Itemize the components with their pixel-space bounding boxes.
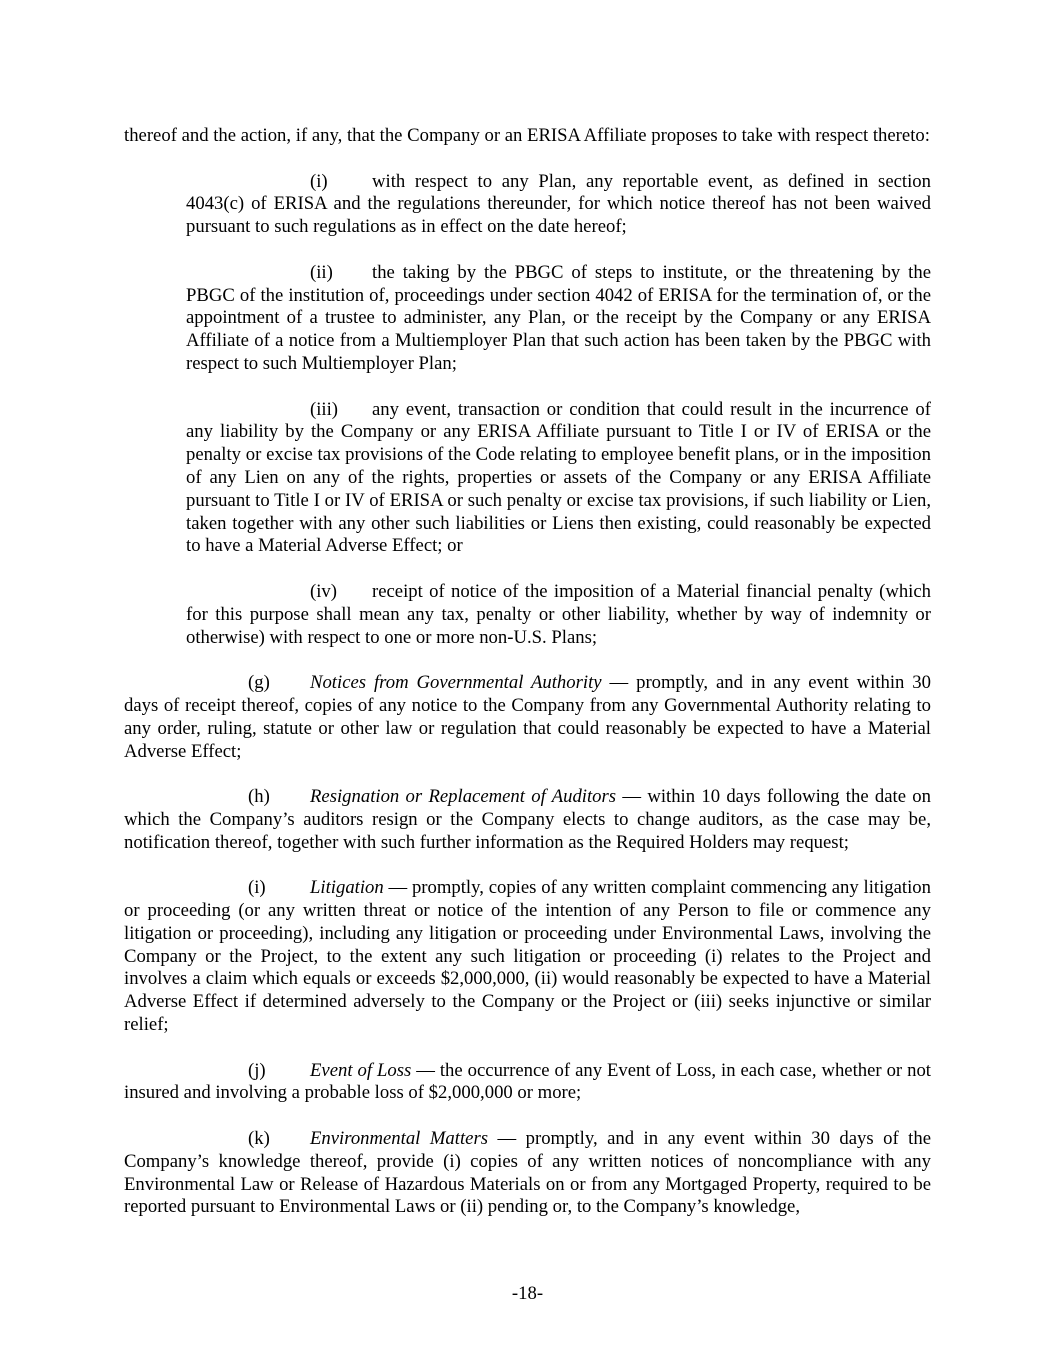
- section-number: (g): [248, 672, 270, 694]
- section-number: (i): [248, 877, 266, 899]
- list-item: [186, 399, 931, 559]
- item-text: with respect to any Plan, any reportable event, as defined in section 4043(c) of ERISA and the regulations thereunder, for which notice thereof has not been waived pursuant to such regulations as in effect on the date hereof;: [186, 170, 931, 238]
- section-number: (k): [248, 1128, 270, 1150]
- section-heading: Resignation or Replacement of Auditors: [310, 786, 617, 808]
- page-number: -18-: [511, 1283, 544, 1304]
- section-paragraph: [124, 1128, 931, 1219]
- section-paragraph: [124, 672, 931, 763]
- section-text: — promptly, and in any event within 30 days of the Company’s knowledge thereof, provide (i) copies of any written notices of noncompliance with any Environmental Law or Release of Hazardous Materials on or from any Mortgaged Property, required to be reported pursuant to Environmental Laws or (ii) pending or, to the Company’s knowledge,: [124, 1128, 931, 1218]
- item-text: any event, transaction or condition that could result in the incurrence of any liability by the Company or any ERISA Affiliate pursuant to Title I or IV of ERISA or the penalty or excise tax provisions of the Code relating to employee benefit plans, or in the imposition of any Lien on any of the rights, properties or assets of the Company or any ERISA Affiliate pursuant to Title I or IV of ERISA or such penalty or excise tax provisions, if such liability or Lien, taken together with any other such liabilities or Liens then existing, could reasonably be expected to have a Material Adverse Effect; or: [186, 398, 931, 557]
- section-paragraph: [124, 877, 931, 1037]
- section-heading: Environmental Matters: [310, 1128, 488, 1150]
- item-number: (iii): [310, 398, 339, 420]
- section-paragraph: [124, 786, 931, 854]
- intro-paragraph: thereof and the action, if any, that the Company or an ERISA Affiliate proposes to take with respect thereto:: [124, 125, 930, 146]
- item-text: the taking by the PBGC of steps to institute, or the threatening by the PBGC of the institution of, proceedings under section 4042 of ERISA for the termination of, or the appointment of a trustee to administer, any Plan, or the receipt by the Company or any ERISA Affiliate of a notice from a Multiemployer Plan that such action has been taken by the PBGC with respect to such Multiemployer Plan;: [186, 261, 931, 374]
- list-item: [186, 581, 931, 649]
- section-text: — promptly, and in any event within 30 days of receipt thereof, copies of any notice to the Company from any Governmental Authority relating to any order, ruling, statute or other law or regulation that could reasonably be expected to have a Material Adverse Effect;: [124, 672, 931, 762]
- section-heading: Notices from Governmental Authority: [310, 672, 602, 694]
- item-number: (iv): [310, 580, 337, 602]
- list-item: [186, 262, 931, 376]
- section-heading: Litigation: [310, 877, 384, 899]
- section-text: — the occurrence of any Event of Loss, in each case, whether or not insured and involving a probable loss of $2,000,000 or more;: [124, 1059, 931, 1104]
- section-number: (h): [248, 786, 270, 808]
- document-body: [124, 125, 931, 1219]
- sub-list: [186, 171, 931, 650]
- section-text: — within 10 days following the date on which the Company’s auditors resign or the Company elects to change auditors, as the case may be, notification thereof, together with such further information as the Required Holders may request;: [124, 786, 931, 853]
- item-number: (i): [310, 170, 328, 192]
- section-number: (j): [248, 1059, 266, 1081]
- item-text: receipt of notice of the imposition of a Material financial penalty (which for this purpose shall mean any tax, penalty or other liability, whether by way of indemnity or otherwise) with respect to one or more non-U.S. Plans;: [186, 580, 931, 648]
- section-paragraph: [124, 1060, 931, 1106]
- item-number: (ii): [310, 261, 333, 283]
- section-heading: Event of Loss: [310, 1059, 412, 1081]
- list-item: [186, 171, 931, 239]
- section-text: — promptly, copies of any written complaint commencing any litigation or proceeding (or any written threat or notice of the intention of any Person to file or commence any litigation or proceeding), including any litigation or proceeding under Environmental Laws, involving the Company or the Project, to the extent any such litigation or proceeding (i) relates to the Project and involves a claim which equals or exceeds $2,000,000, (ii) would reasonably be expected to have a Material Adverse Effect if determined adversely to the Company or the Project or (iii) seeks injunctive or similar relief;: [124, 877, 931, 1036]
